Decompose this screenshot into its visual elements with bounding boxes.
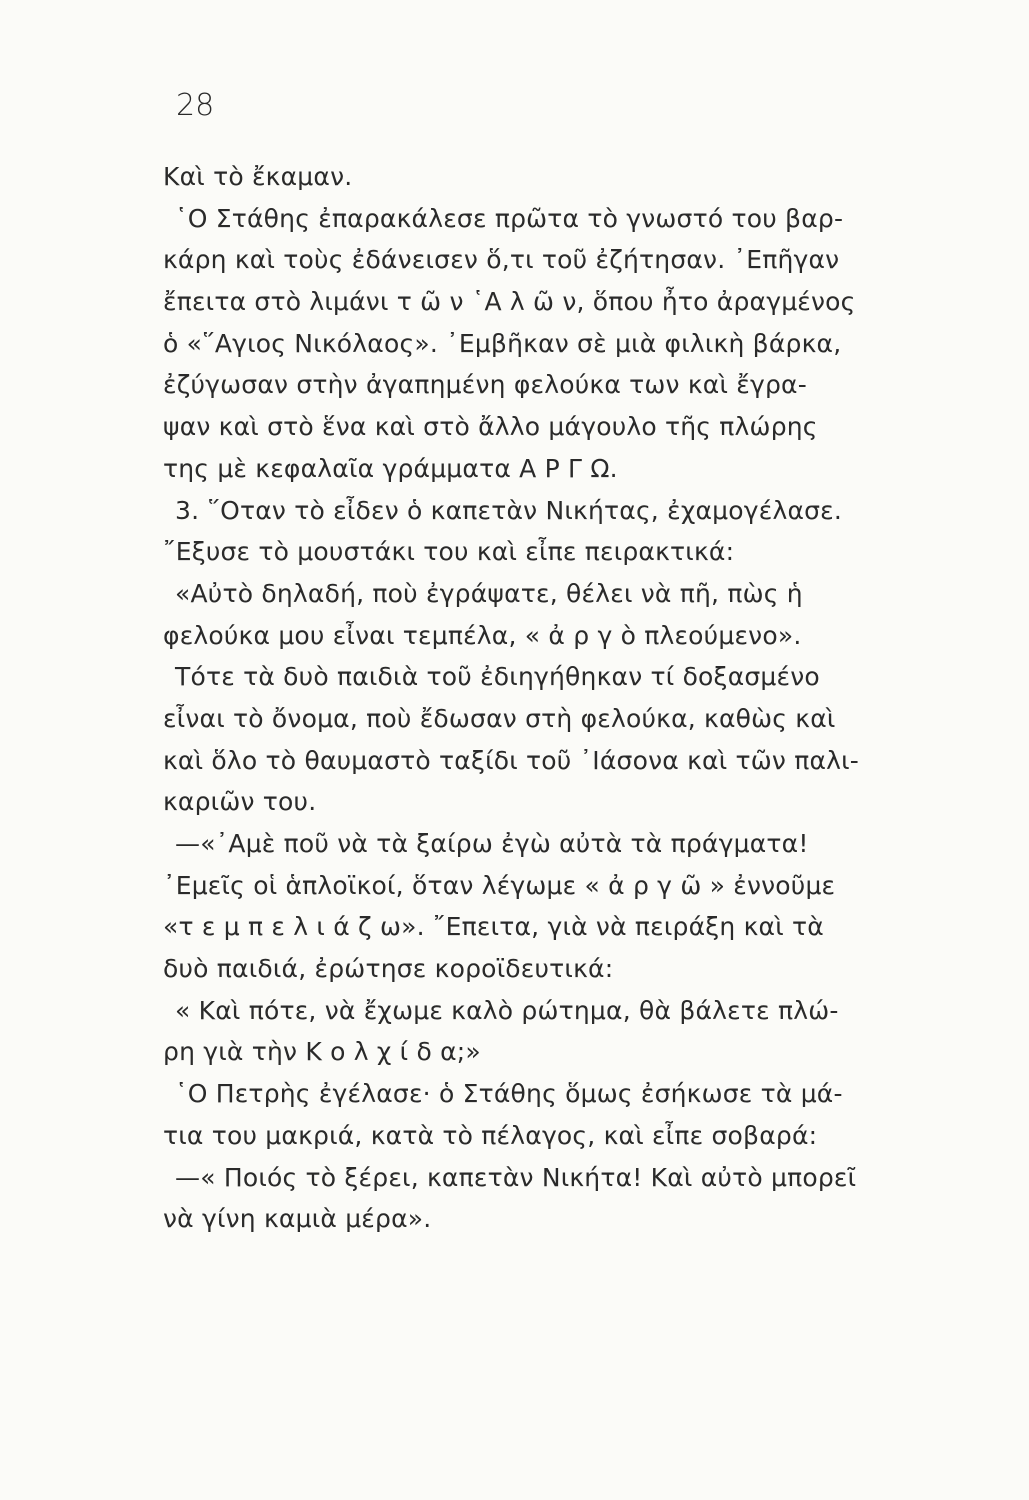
text-line: ᾿Εμεῖς οἱ ἁπλοϊκοί, ὅταν λέγωμε « ἀ ρ γ ῶ » ἐννοῦμε <box>163 870 836 900</box>
text-line: της μὲ κεφαλαῖα γράμματα Α Ρ Γ Ω. <box>163 453 618 483</box>
text-line: φελούκα μου εἶναι τεμπέλα, « ἀ ρ γ ὸ πλεούμενο». <box>163 620 802 650</box>
text-line: ἔπειτα στὸ λιμάνι τ ῶ ν ῾Α λ ῶ ν, ὅπου ἦτο ἀραγμένος <box>163 287 856 317</box>
body-text <box>163 156 949 1240</box>
text-line: 3. ῞Οταν τὸ εἶδεν ὁ καπετὰν Νικήτας, ἐχαμογέλασε. <box>175 495 843 525</box>
text-line: δυὸ παιδιά, ἐρώτησε κοροϊδευτικά: <box>163 954 614 984</box>
text-line: τια του μακριά, κατὰ τὸ πέλαγος, καὶ εἶπε σοβαρά: <box>163 1120 818 1150</box>
text-line: «τ ε μ π ε λ ι ά ζ ω». ῎Επειτα, γιὰ νὰ πειράξη καὶ τὰ <box>163 912 824 942</box>
text-line: « Καὶ πότε, νὰ ἔχωμε καλὸ ρώτημα, θὰ βάλετε πλώ- <box>175 995 839 1025</box>
text-line: ὁ «῞Αγιος Νικόλαος». ᾿Εμβῆκαν σὲ μιὰ φιλικὴ βάρκα, <box>163 328 842 358</box>
text-line: —«᾿Αμὲ ποῦ νὰ τὰ ξαίρω ἐγὼ αὐτὰ τὰ πράγματα! <box>175 829 809 858</box>
text-line: ρη γιὰ τὴν Κ ο λ χ ί δ α;» <box>163 1037 481 1067</box>
text-line: καὶ ὅλο τὸ θαυμαστὸ ταξίδι τοῦ ᾿Ιάσονα καὶ τῶν παλι- <box>163 745 860 775</box>
text-line: ἐζύγωσαν στὴν ἀγαπημένη φελούκα των καὶ ἔγρα- <box>163 370 807 400</box>
text-line: —« Ποιός τὸ ξέρει, καπετὰν Νικήτα! Καὶ αὐτὸ μπορεῖ <box>175 1162 857 1192</box>
text-line: ῎Εξυσε τὸ μουστάκι του καὶ εἶπε πειρακτικά: <box>163 537 735 567</box>
text-line: ῾Ο Πετρὴς ἐγέλασε· ὁ Στάθης ὅμως ἐσήκωσε τὰ μά- <box>175 1079 843 1109</box>
text-line: «Αὐτὸ δηλαδή, ποὺ ἐγράψατε, θέλει νὰ πῆ, πὼς ἡ <box>175 578 803 608</box>
text-line: ῾Ο Στάθης ἐπαρακάλεσε πρῶτα τὸ γνωστό του βαρ- <box>175 203 844 233</box>
text-line: κάρη καὶ τοὺς ἐδάνεισεν ὅ,τι τοῦ ἐζήτησαν. ᾿Επῆγαν <box>163 245 840 275</box>
text-line: εἶναι τὸ ὄνομα, ποὺ ἔδωσαν στὴ φελούκα, καθὼς καὶ <box>163 703 836 733</box>
text-line: καριῶν του. <box>163 787 317 817</box>
text-line: ψαν καὶ στὸ ἕνα καὶ στὸ ἄλλο μάγουλο τῆς πλώρης <box>163 412 818 442</box>
text-line: Τότε τὰ δυὸ παιδιὰ τοῦ ἐδιηγήθηκαν τί δοξασμένο <box>175 662 820 692</box>
page-number: 28 <box>176 88 215 123</box>
text-line: νὰ γίνη καμιὰ μέρα». <box>163 1204 432 1234</box>
text-line: Καὶ τὸ ἔκαμαν. <box>163 162 353 191</box>
